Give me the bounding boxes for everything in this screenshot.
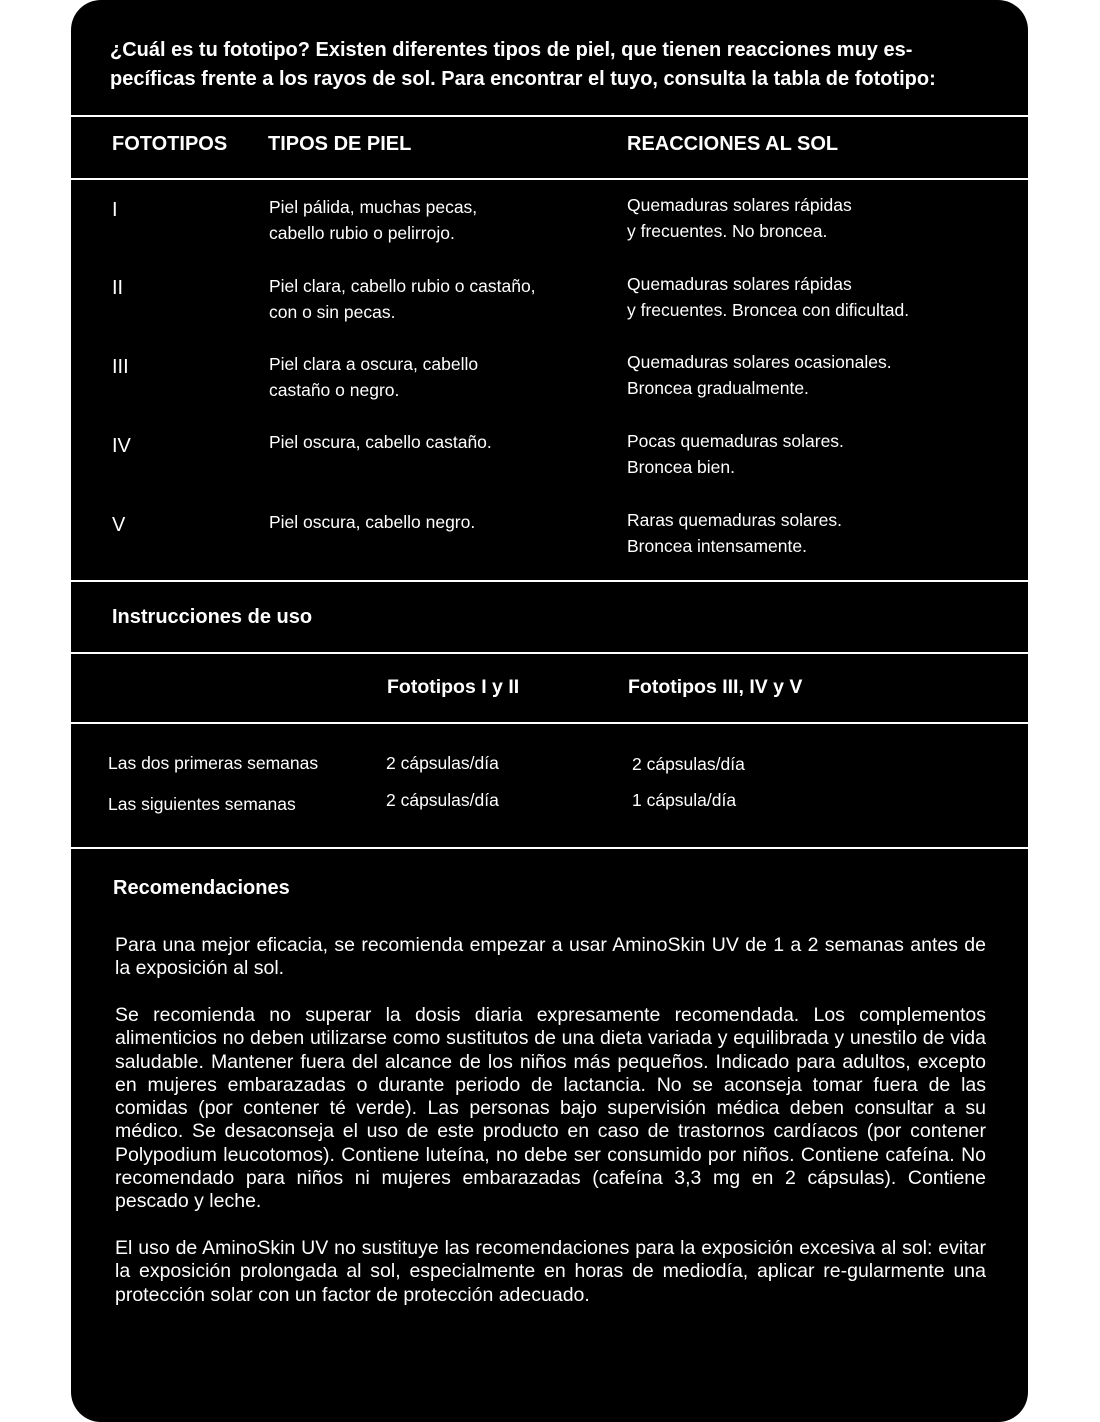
- skin-line: Piel clara, cabello rubio o castaño,: [269, 276, 536, 296]
- skin-line: Piel oscura, cabello castaño.: [269, 432, 492, 452]
- divider: [71, 178, 1028, 180]
- reaction-line: Quemaduras solares rápidas: [627, 274, 852, 294]
- recommendation-paragraph: Para una mejor eficacia, se recomienda empezar a usar AminoSkin UV de 1 a 2 semanas antes de la exposición al sol.: [115, 934, 986, 980]
- recommendations-title: Recomendaciones: [113, 877, 290, 899]
- reaction-line: y frecuentes. Broncea con dificultad.: [627, 300, 910, 320]
- dose-value: 1 cápsula/día: [632, 790, 737, 810]
- skin-line: Piel oscura, cabello negro.: [269, 512, 476, 532]
- reaction-line: Broncea bien.: [627, 457, 735, 477]
- intro-line-1: ¿Cuál es tu fototipo? Existen diferentes tipos de piel, que tienen reacciones muy es-: [110, 39, 913, 61]
- divider: [71, 652, 1028, 654]
- instructions-title: Instrucciones de uso: [112, 606, 313, 628]
- recommendation-paragraph: Se recomienda no superar la dosis diaria expresamente recomendada. Los complementos alimenticios no deben utilizarse como sustitutos de una dieta variada y equilibrada y unestilo de vida saludable. Mantener fuera del alcance de los niños más pequeños. Indicado para adultos, excepto en mujeres embarazadas o durante periodo de lactancia. No se aconseja tomar fuera de las comidas (por contener té verde). Las personas bajo supervisión médica deben consultar a su médico. Se desaconseja el uso de este producto en caso de trastornos cardíacos (por contener Polypodium leucotomos). Contiene luteína, no debe ser consumido por niños. Contiene cafeína. No recomendado para niños ni mujeres embarazadas (cafeína 3,3 mg en 2 cápsulas). Contiene pescado y leche.: [115, 1004, 986, 1213]
- skin-type-cell: [269, 429, 492, 455]
- skin-line: Piel pálida, muchas pecas,: [269, 197, 478, 217]
- phototype-number: III: [112, 356, 129, 378]
- divider: [71, 580, 1028, 582]
- period-label: Las dos primeras semanas: [108, 753, 319, 773]
- reaction-line: Raras quemaduras solares.: [627, 510, 842, 530]
- reaction-line: Quemaduras solares rápidas: [627, 195, 852, 215]
- divider: [71, 722, 1028, 724]
- dose-value: 2 cápsulas/día: [386, 753, 499, 773]
- header-fototipos-iii-v: Fototipos III, IV y V: [628, 676, 803, 698]
- skin-type-cell: [269, 194, 477, 246]
- skin-line: cabello rubio o pelirrojo.: [269, 223, 455, 243]
- intro-line-2: pecíficas frente a los rayos de sol. Para encontrar el tuyo, consulta la tabla de fototipo:: [110, 68, 936, 90]
- reaction-line: Pocas quemaduras solares.: [627, 431, 844, 451]
- skin-line: con o sin pecas.: [269, 302, 396, 322]
- header-fototipos: FOTOTIPOS: [112, 133, 228, 155]
- header-fototipos-i-ii: Fototipos I y II: [387, 676, 520, 698]
- period-label: Las siguientes semanas: [108, 794, 296, 814]
- divider: [71, 847, 1028, 849]
- intro-text: [110, 36, 1010, 94]
- header-reacciones-al-sol: REACCIONES AL SOL: [627, 133, 839, 155]
- phototype-number: II: [112, 277, 124, 299]
- reaction-line: Broncea intensamente.: [627, 536, 807, 556]
- header-tipos-de-piel: TIPOS DE PIEL: [268, 133, 412, 155]
- sun-reaction-cell: [627, 349, 892, 401]
- skin-type-cell: [269, 509, 475, 535]
- recommendation-paragraph: El uso de AminoSkin UV no sustituye las recomendaciones para la exposición excesiva al sol: evitar la exposición prolongada al sol, especialmente en horas de mediodía, aplicar re-gularmente una protección solar con un factor de protección adecuado.: [115, 1237, 986, 1306]
- skin-line: castaño o negro.: [269, 380, 400, 400]
- sun-reaction-cell: [627, 271, 909, 323]
- sun-reaction-cell: [627, 192, 852, 244]
- sun-reaction-cell: [627, 507, 842, 559]
- dose-value: 2 cápsulas/día: [386, 790, 499, 810]
- reaction-line: Broncea gradualmente.: [627, 378, 809, 398]
- reaction-line: y frecuentes. No broncea.: [627, 221, 828, 241]
- phototype-number: I: [112, 199, 118, 221]
- product-leaflet-card: [71, 0, 1028, 1422]
- skin-type-cell: [269, 273, 536, 325]
- sun-reaction-cell: [627, 428, 844, 480]
- divider: [71, 115, 1028, 117]
- dose-value: 2 cápsulas/día: [632, 754, 745, 774]
- skin-line: Piel clara a oscura, cabello: [269, 354, 479, 374]
- skin-type-cell: [269, 351, 478, 403]
- phototype-number: V: [112, 514, 126, 536]
- reaction-line: Quemaduras solares ocasionales.: [627, 352, 892, 372]
- phototype-number: IV: [112, 435, 131, 457]
